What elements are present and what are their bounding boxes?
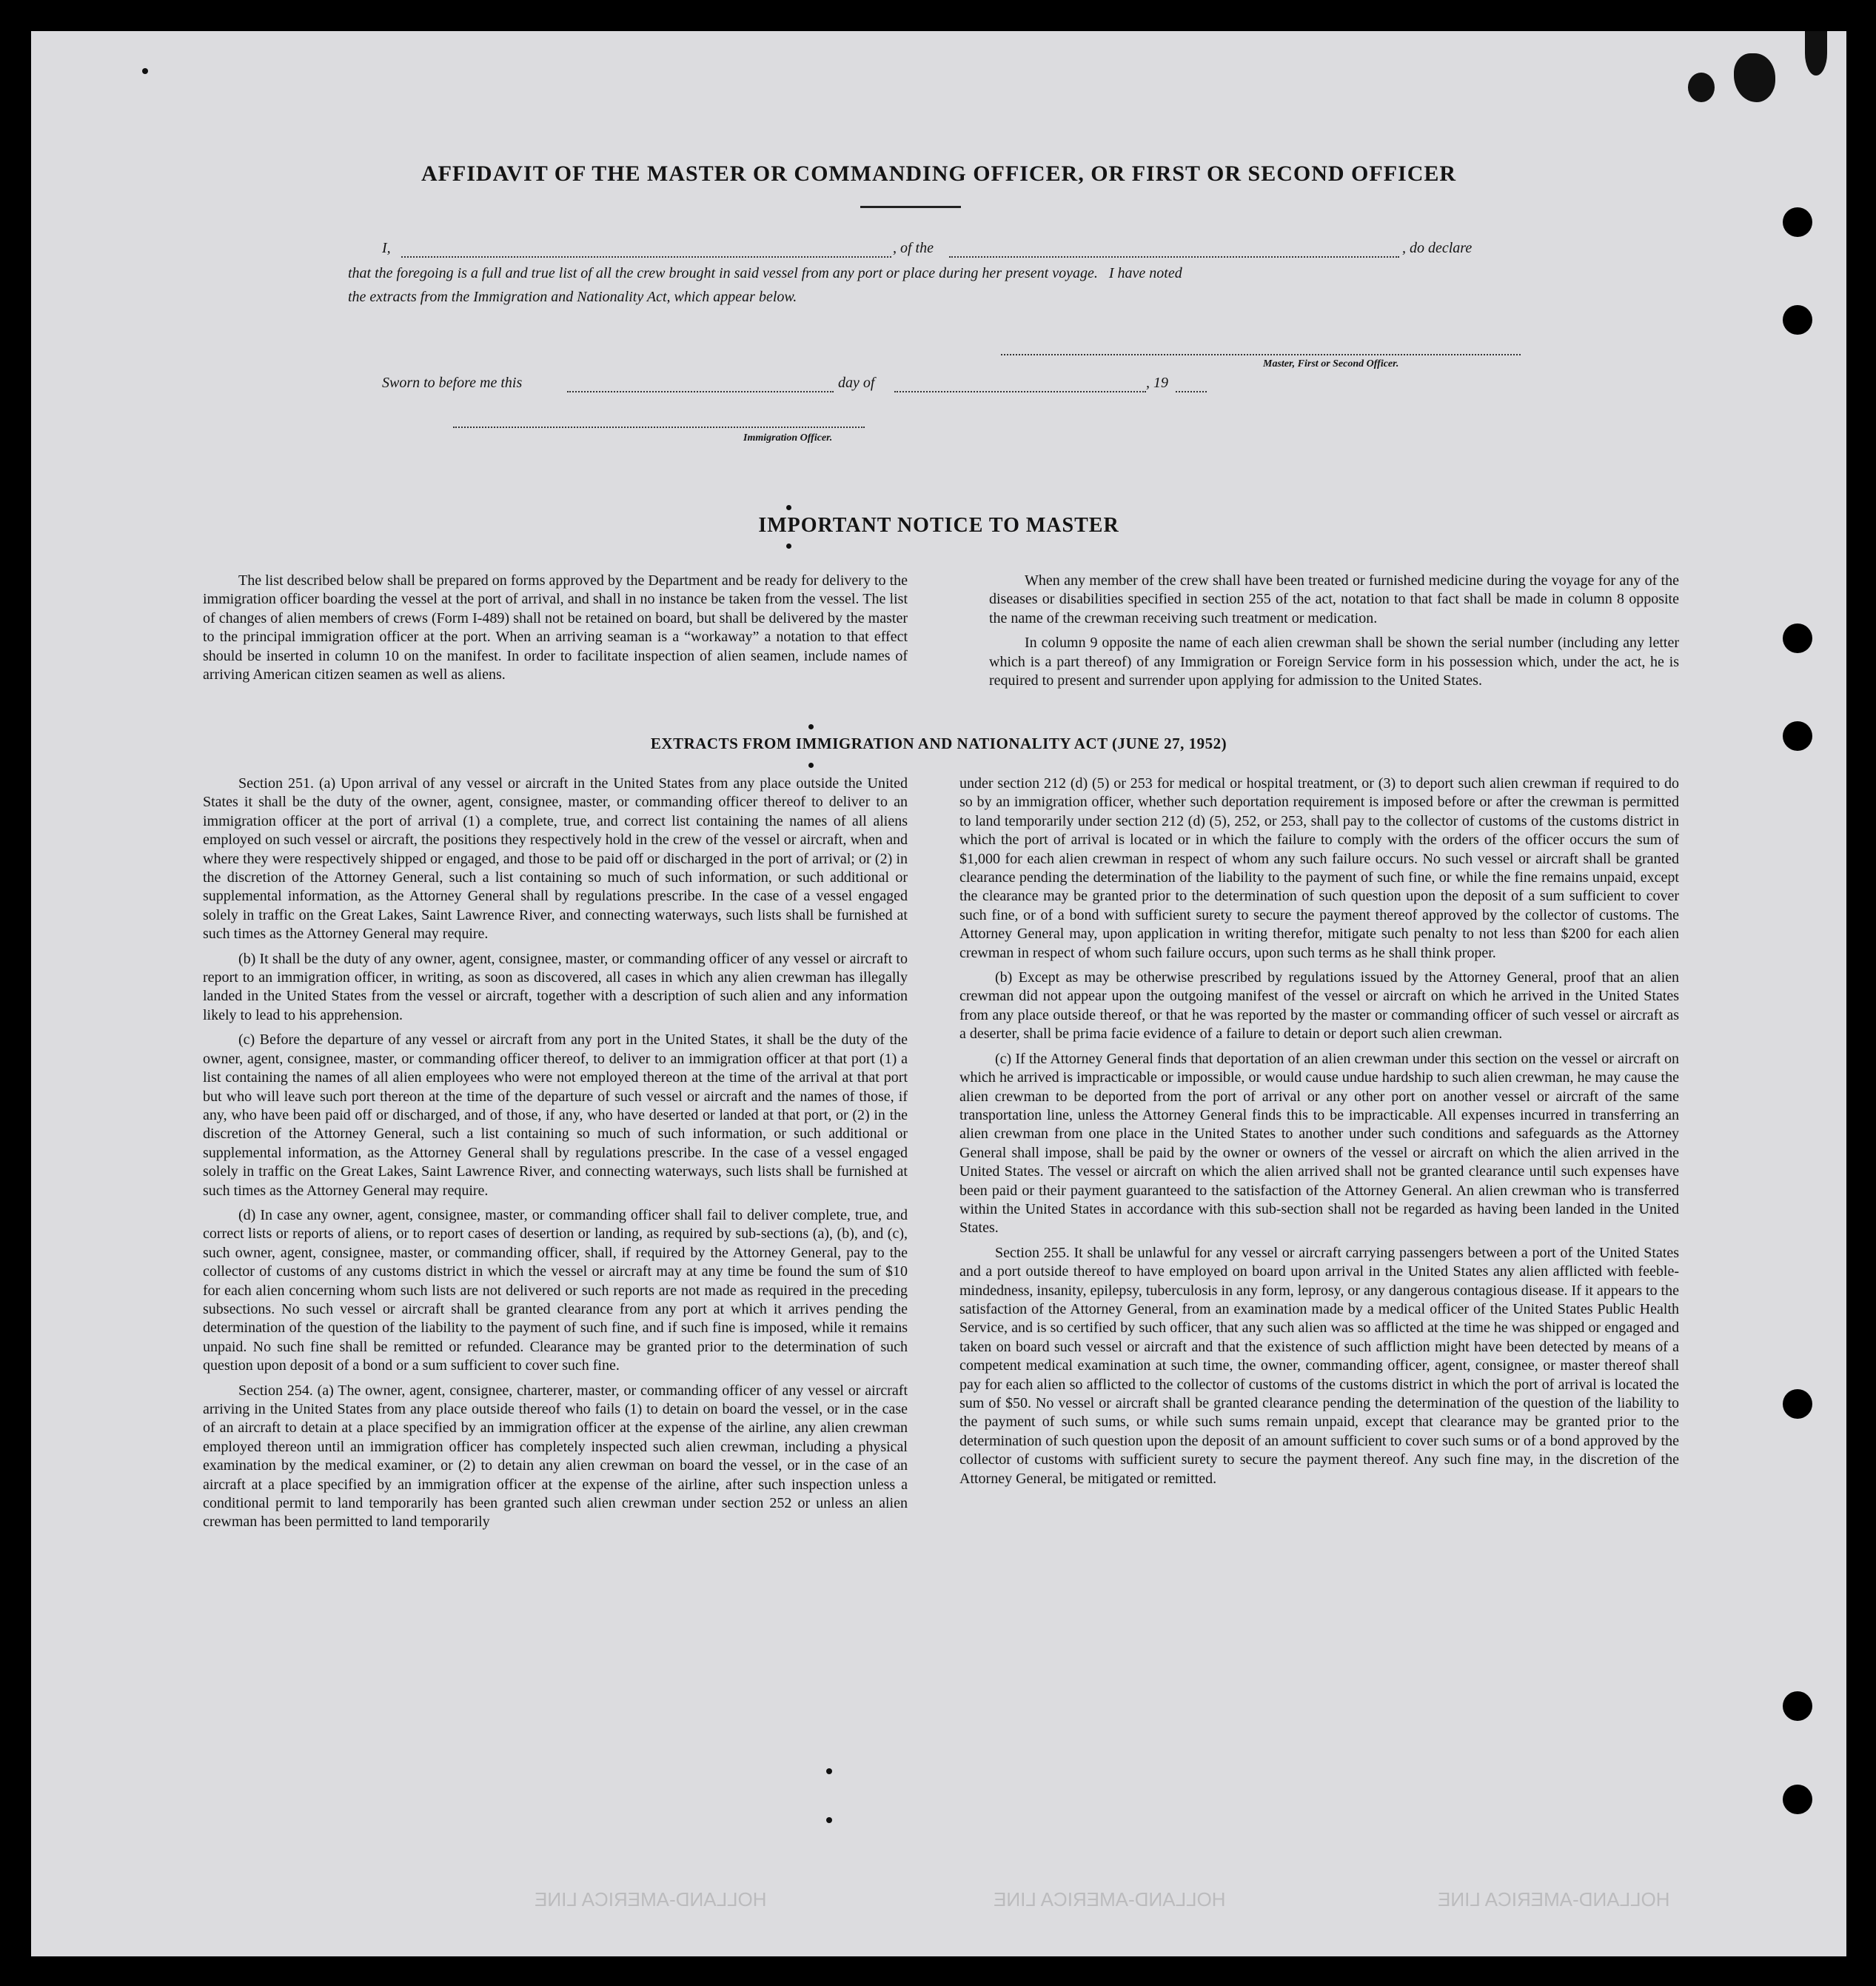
scan-mark	[808, 724, 814, 729]
act-section: (b) Except as may be otherwise prescribed by regulations issued by the Attorney General, proof that an alien crewman did not appear upon the outgoing manifest of the vessel or aircraft on which he arrived in the United States from any place outside thereof, or that he was reported by the master or commanding officer of such vessel or aircraft as a deserter, shall be prima facie evidence of a failure to detain or deport such alien crewman.	[959, 969, 1679, 1043]
punch-hole	[1783, 623, 1812, 653]
scan-mark	[142, 68, 148, 74]
bleed-through-footer: HOLLAND-AMERICA LINE	[994, 1888, 1226, 1910]
master-signature-field[interactable]	[1001, 354, 1521, 355]
scan-mark	[826, 1817, 832, 1823]
sworn-label: Sworn to before me this	[382, 375, 523, 391]
sworn-month-field[interactable]	[894, 391, 1146, 392]
act-section: Section 255. It shall be unlawful for any vessel or aircraft carrying passengers between a port of the United States and a port outside thereof to have employed on board upon arrival in the United States any alien afflicted with feeble-mindedness, insanity, epilepsy, tuberculosis in any form, leprosy, or any dangerous contagious disease. If it appears to the satisfaction of the Attorney General, from an examination made by a medical officer of the United States Public Health Service, and is so certified by such officer, that any such alien was so afflicted at the time he was shipped or engaged and taken on board such vessel or aircraft and that the existence of such affliction might have been detected by means of a competent medical examination at such time, the owner, commanding officer, agent, consignee, or master thereof shall pay for each alien so afflicted to the collector of customs of the customs district in which the port of arrival is located the sum of $50. No vessel or aircraft shall be granted clearance pending the determination of the question of the liability to the payment of such sums, or while such sums remain unpaid, except that clearance may be granted prior to the determination of such question upon the deposit of an amount sufficient to cover such sums or of a bond approved by the collector of customs with sufficient surety to secure the payment thereof. Any such fine may, in the discretion of the Attorney General, be mitigated or remitted.	[959, 1244, 1679, 1487]
notice-paragraph: When any member of the crew shall have been treated or furnished medicine during the voyage for any of the diseases or disabilities specified in section 255 of the act, notation to that fact shall be made in column 8 opposite the name of the crewman receiving such treatment or medication.	[989, 572, 1679, 626]
act-section: (c) If the Attorney General finds that deportation of an alien crewman under this section on the vessel or aircraft on which he arrived is impracticable or impossible, or would cause undue hardship to such alien crewman, he may cause the alien crewman to be deported from the port of arrival or any other port on another vessel or aircraft of the same transportation line, unless the Attorney General finds this to be impracticable. All expenses incurred in transferring an alien crewman from one place in the United States to another under such conditions and safeguards as the Attorney General shall impose, shall be paid by the owner or owners of the vessel or aircraft on which the alien arrived in the United States. The vessel or aircraft on which the alien arrived shall not be granted clearance until such expenses have been paid or their payment guaranteed to the satisfaction of the Attorney General. An alien crewman who is transferred within the United States in accordance with this sub-section shall not be regarded as having been landed in the United States.	[959, 1050, 1679, 1237]
punch-hole	[1783, 1785, 1812, 1814]
officer-signature-field[interactable]	[453, 427, 865, 428]
notice-heading: IMPORTANT NOTICE TO MASTER	[758, 514, 1119, 537]
year-prefix-label: , 19	[1146, 375, 1168, 391]
affidavit-statement-cont: the extracts from the Immigration and Nationality Act, which appear below.	[348, 289, 797, 305]
do-declare-label: , do declare	[1402, 240, 1473, 256]
title-rule	[860, 206, 961, 208]
act-section: (c) Before the departure of any vessel or aircraft from any port in the United States, it shall be the duty of the owner, agent, consignee, master, or commanding officer thereof, to deliver to an immigration officer at that port (1) a list containing the names of all alien employees who were not employed thereon at the time of the arrival at that port but who will leave such port thereon at the time of the departure of such vessel or aircraft and the names of those, if any, who have been paid off or discharged, and of those, if any, who have deserted or landed at that port, or (2) in the discretion of the Attorney General, such a list containing so much of such information, or such additional or supplemental information, as the Attorney General shall by regulations prescribe. In the case of a vessel engaged solely in traffic on the Great Lakes, Saint Lawrence River, and connecting waterways, such lists shall be furnished at such times as the Attorney General may require.	[203, 1032, 908, 1199]
act-section: (d) In case any owner, agent, consignee, master, or commanding officer shall fail to deliver complete, true, and correct lists or reports of aliens, or to report cases of desertion or landing, as required by sub-sections (a), (b), and (c), such owner, agent, consignee, master, or commanding officer, shall, if required by the Attorney General, pay to the collector of customs of any customs district in which the vessel or aircraft may at any time be found the sum of $10 for each alien concerning whom such lists are not delivered or such reports are not made as required in the preceding subsections. No such vessel or aircraft shall be granted clearance from any port at which it arrives pending the determination of the question of the liability to the payment of such fine, and if such fine is imposed, while it remains unpaid. No such fine shall be remitted or refunded. Clearance may be granted prior to the determination of such question upon deposit of a bond or a sum sufficient to cover such fine.	[203, 1206, 908, 1374]
affidavit-title: AFFIDAVIT OF THE MASTER OR COMMANDING OFFICER, OR FIRST OR SECOND OFFICER	[421, 161, 1457, 186]
sworn-day-field[interactable]	[567, 391, 834, 392]
bleed-through-footer: HOLLAND-AMERICA LINE	[1438, 1888, 1670, 1910]
scan-mark	[786, 544, 791, 549]
act-section: under section 212 (d) (5) or 253 for medical or hospital treatment, or (3) to deport such alien crewman if required to do so by an immigration officer, whether such deportation requirement is imposed before or after the crewman is permitted to land temporarily under section 212 (d) (5), 252, or 253, shall pay to the collector of customs of the customs district in which the port of arrival is located or in which the failure to comply with the orders of the officer occurs the sum of $1,000 for each alien crewman in respect of whom any such failure occurs. No such vessel or aircraft shall be granted clearance pending the determination of the liability to the payment of such fine, or while the fine remains unpaid, except the clearance may be granted prior to the determination of such question upon the deposit of a sum sufficient to cover such fine, or of a bond with sufficient surety to secure the payment thereof approved by the collector of customs. The Attorney General may, upon application in writing therefor, mitigate such penalty to not less than $200 for each alien crewman in respect of whom such failure occurs, upon such terms as he shall think proper.	[959, 775, 1679, 961]
officer-signature-label: Immigration Officer.	[743, 432, 833, 444]
affidavit-i-label: I,	[382, 240, 391, 256]
punch-hole	[1783, 305, 1812, 335]
punch-hole	[1783, 207, 1812, 237]
act-section: Section 254. (a) The owner, agent, consignee, charterer, master, or commanding officer of any vessel or aircraft arriving in the United States from any place outside thereof who fails (1) to detain on board the vessel, or in the case of an aircraft to detain at a place specified by an immigration officer at the expense of the airline, any alien crewman employed thereon until an immigration officer has completely inspected such alien crewman, including a physical examination by the medical examiner, or (2) to detain any alien crewman on board the vessel, or in the case of an aircraft at a place specified by an immigration officer at the expense of the airline, after such inspection unless a conditional permit to land temporarily has been granted such alien crewman under section 252 or unless an alien crewman has been permitted to land temporarily	[203, 1382, 908, 1531]
notice-left-column	[203, 572, 908, 684]
scan-mark	[826, 1768, 832, 1774]
bleed-through-footer: HOLLAND-AMERICA LINE	[535, 1888, 767, 1910]
vessel-field[interactable]	[949, 256, 1399, 258]
notice-right-column	[989, 572, 1679, 690]
notice-paragraph: The list described below shall be prepared on forms approved by the Department and be ready for delivery to the immigration officer boarding the vessel at the port of arrival, and shall in no instance be taken from the vessel. The list of changes of alien members of crews (Form I-489) shall not be retained on board, but shall be delivered by the master to the principal immigration officer at the port. When an arriving seaman is a “workaway” a notation to that effect should be inserted in column 10 on the manifest. In order to facilitate inspection of alien seamen, include names of arriving American citizen seamen as well as aliens.	[203, 572, 908, 683]
extracts-left-column	[203, 775, 908, 1532]
sworn-year-field[interactable]	[1176, 391, 1207, 392]
extracts-heading: EXTRACTS FROM IMMIGRATION AND NATIONALITY ACT (JUNE 27, 1952)	[650, 735, 1227, 752]
name-field[interactable]	[401, 256, 891, 258]
affidavit-statement: that the foregoing is a full and true list of all the crew brought in said vessel from any port or place during her present voyage. I have noted	[348, 265, 1182, 281]
scan-mark	[808, 763, 814, 768]
punch-hole	[1783, 1389, 1812, 1419]
of-the-label: , of the	[893, 240, 934, 256]
master-signature-label: Master, First or Second Officer.	[1263, 358, 1399, 370]
scan-mark	[786, 505, 791, 510]
day-of-label: day of	[838, 375, 875, 391]
scan-mark	[1805, 31, 1827, 76]
act-section: Section 251. (a) Upon arrival of any vessel or aircraft in the United States from any place outside the United States it shall be the duty of the owner, agent, consignee, master, or commanding officer thereof to deliver to an immigration officer at the port of arrival (1) a complete, true, and correct list containing the names of all aliens employed on such vessel or aircraft, the positions they respectively hold in the crew of the vessel or aircraft, when and where they were respectively shipped or engaged, and those to be paid off or discharged in the port of arrival; or (2) in the discretion of the Attorney General, such a list containing so much of such information, or such additional or supplemental information, as the Attorney General shall by regulations prescribe. In the case of a vessel engaged solely in traffic on the Great Lakes, Saint Lawrence River, and connecting waterways, such lists shall be furnished at such times as the Attorney General may require.	[203, 775, 908, 943]
form-page	[31, 31, 1846, 1956]
act-section: (b) It shall be the duty of any owner, agent, consignee, master, or commanding officer of any vessel or aircraft to report to an immigration officer, in writing, as soon as discovered, all cases in which any alien crewman has illegally landed in the United States from the vessel or aircraft, together with a description of such alien and any information likely to lead to his apprehension.	[203, 950, 908, 1023]
notice-paragraph: In column 9 opposite the name of each alien crewman shall be shown the serial number (including any letter which is a part thereof) of any Immigration or Foreign Service form in his possession which, under the act, he is required to present and surrender upon applying for admission to the United States.	[989, 635, 1679, 689]
scan-mark	[1734, 53, 1775, 102]
extracts-right-column	[959, 775, 1679, 1488]
scan-mark	[1688, 73, 1715, 102]
punch-hole	[1783, 1691, 1812, 1721]
